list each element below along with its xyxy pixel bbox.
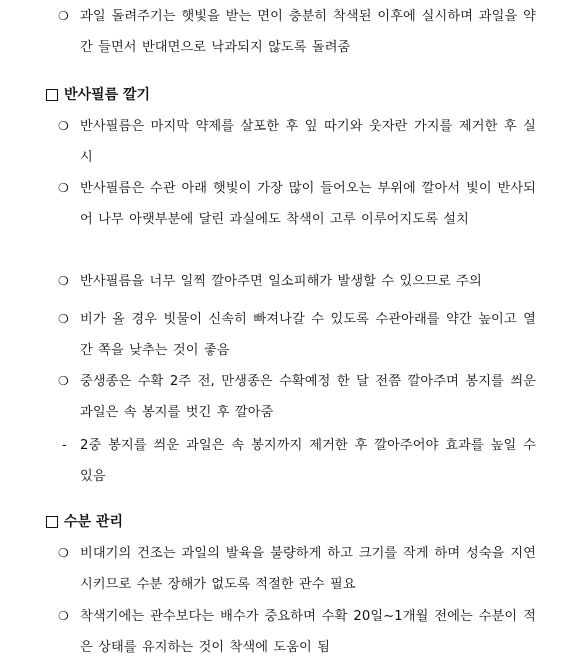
section-heading-text: 수분 관리 bbox=[64, 514, 123, 530]
circle-bullet-icon: ❍ bbox=[58, 181, 69, 195]
list-item-text: 중생종은 수확 2주 전, 만생종은 수확예정 한 달 전쯤 깔아주며 봉지를 씌운 과일은 속 봉지를 벗긴 후 깔아줌 bbox=[80, 374, 536, 420]
list-item bbox=[58, 266, 536, 297]
circle-bullet-icon: ❍ bbox=[58, 312, 69, 326]
list-item bbox=[58, 1, 536, 63]
circle-bullet-icon: ❍ bbox=[58, 546, 69, 560]
list-item-text: 비가 올 경우 빗물이 신속히 빠져나갈 수 있도록 수관아래를 약간 높이고 열간 쪽을 낮추는 것이 좋음 bbox=[80, 312, 536, 358]
section-heading bbox=[46, 512, 123, 532]
circle-bullet-icon: ❍ bbox=[58, 274, 69, 288]
list-item bbox=[58, 601, 536, 663]
list-item-text: 반사필름을 너무 일찍 깔아주면 일소피해가 발생할 수 있으므로 주의 bbox=[80, 274, 482, 289]
circle-bullet-icon: ❍ bbox=[58, 119, 69, 133]
list-item-text: 착색기에는 관수보다는 배수가 중요하며 수확 20일∼1개월 전에는 수분이 적은 상태를 유지하는 것이 착색에 도움이 됨 bbox=[80, 609, 536, 655]
list-item bbox=[58, 366, 536, 428]
section-heading bbox=[46, 85, 150, 105]
circle-bullet-icon: ❍ bbox=[58, 609, 69, 623]
dash-bullet-icon: - bbox=[62, 438, 67, 453]
list-item bbox=[58, 111, 536, 173]
circle-bullet-icon: ❍ bbox=[58, 9, 69, 23]
list-item bbox=[58, 304, 536, 366]
section-heading-text: 반사필름 깔기 bbox=[64, 87, 151, 103]
sub-list-item bbox=[62, 430, 536, 492]
list-item-text: 반사필름은 마지막 약제를 살포한 후 잎 따기와 웃자란 가지를 제거한 후 실시 bbox=[80, 119, 536, 165]
sub-list-item-text: 2중 봉지를 씌운 과일은 속 봉지까지 제거한 후 깔아주어야 효과를 높일 수 있음 bbox=[80, 438, 536, 484]
checkbox-square-icon bbox=[46, 516, 58, 528]
circle-bullet-icon: ❍ bbox=[58, 374, 69, 388]
list-item-text: 비대기의 건조는 과일의 발육을 불량하게 하고 크기를 작게 하며 성숙을 지연시키므로 수분 장해가 없도록 적절한 관수 필요 bbox=[80, 546, 536, 592]
list-item-text: 과일 돌려주기는 햇빛을 받는 면이 충분히 착색된 이후에 실시하며 과일을 약간 들면서 반대면으로 낙과되지 않도록 돌려줌 bbox=[80, 9, 536, 55]
list-item bbox=[58, 173, 536, 235]
checkbox-square-icon bbox=[46, 89, 58, 101]
list-item bbox=[58, 538, 536, 600]
list-item-text: 반사필름은 수관 아래 햇빛이 가장 많이 들어오는 부위에 깔아서 빛이 반사되어 나무 아랫부분에 달린 과실에도 착색이 고루 이루어지도록 설치 bbox=[80, 181, 536, 227]
